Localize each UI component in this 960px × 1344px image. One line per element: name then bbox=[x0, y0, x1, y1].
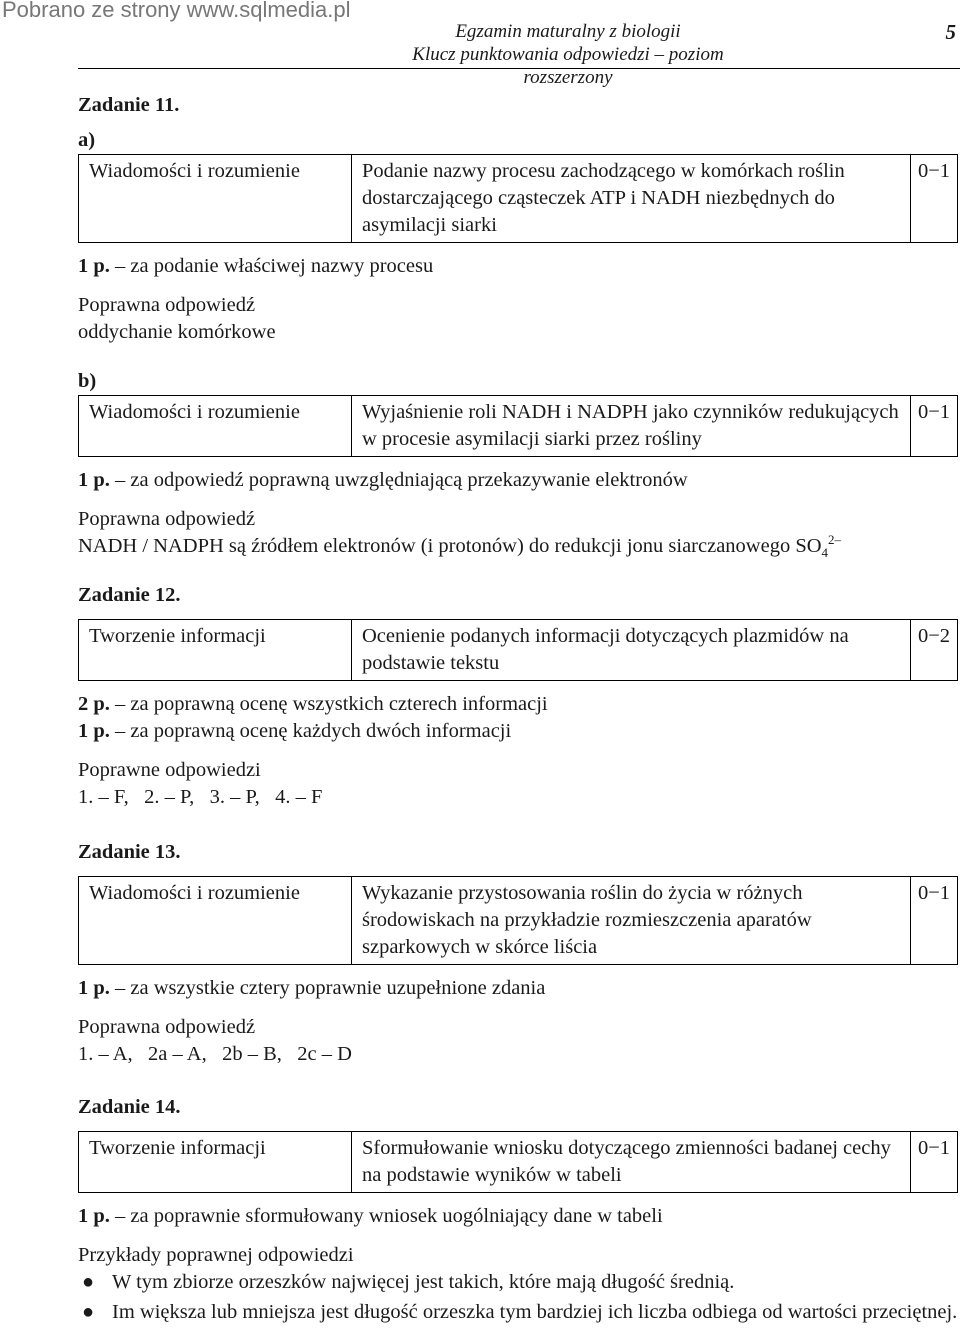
task-11b-criteria-table bbox=[78, 395, 958, 457]
answer-label: Przykłady poprawnej odpowiedzi bbox=[78, 1244, 354, 1266]
answer-text: 1. – A, 2a – A, 2b – B, 2c – D bbox=[78, 1043, 352, 1065]
points-range: 0−1 bbox=[911, 396, 958, 457]
scoring-rule bbox=[78, 691, 958, 718]
scoring-rule bbox=[78, 718, 958, 745]
task-13-criteria-table bbox=[78, 876, 958, 965]
answer-text: oddychanie komórkowe bbox=[78, 321, 276, 343]
points-description: – za poprawnie sformułowany wniosek uogólniający dane w tabeli bbox=[109, 1205, 663, 1227]
table-row bbox=[79, 877, 958, 965]
scoring-rule bbox=[78, 975, 958, 1002]
points-range: 0−1 bbox=[911, 877, 958, 965]
bullet-icon: ● bbox=[82, 1271, 95, 1293]
scoring-rule bbox=[78, 1203, 958, 1230]
requirement: Sformułowanie wniosku dotyczącego zmienności badanej cechy na podstawie wyników w tabeli bbox=[352, 1132, 911, 1193]
points-range: 0−1 bbox=[911, 1132, 958, 1193]
skill-area: Tworzenie informacji bbox=[79, 1132, 352, 1193]
task-12-heading: Zadanie 12. bbox=[78, 584, 181, 606]
task-14-heading: Zadanie 14. bbox=[78, 1096, 181, 1118]
requirement: Wykazanie przystosowania roślin do życia w różnych środowiskach na przykładzie rozmieszczenia aparatów szparkowych w skórce liścia bbox=[352, 877, 911, 965]
answer-key-content bbox=[78, 84, 958, 1329]
points-description: – za poprawną ocenę wszystkich czterech informacji bbox=[109, 693, 548, 715]
task-11a-label: a) bbox=[78, 129, 96, 151]
header-title: Egzamin maturalny z biologii bbox=[455, 21, 681, 42]
table-row bbox=[79, 620, 958, 681]
page-header bbox=[78, 16, 960, 88]
watermark: Pobrano ze strony www.sqlmedia.pl bbox=[2, 0, 351, 22]
answer-text: 1. – F, 2. – P, 3. – P, 4. – F bbox=[78, 786, 323, 808]
answer-label: Poprawne odpowiedzi bbox=[78, 759, 261, 781]
points-description: – za odpowiedź poprawną uwzględniającą przekazywanie elektronów bbox=[109, 469, 688, 491]
points-value: 1 p. bbox=[78, 720, 110, 742]
points-description: – za poprawną ocenę każdych dwóch informacji bbox=[109, 720, 512, 742]
list-item bbox=[82, 1269, 958, 1296]
example-answers-list bbox=[78, 1269, 958, 1326]
task-11b-label: b) bbox=[78, 370, 97, 392]
answer-text bbox=[78, 533, 958, 560]
requirement: Ocenienie podanych informacji dotyczących plazmidów na podstawie tekstu bbox=[352, 620, 911, 681]
points-range: 0−2 bbox=[911, 620, 958, 681]
bullet-icon: ● bbox=[82, 1301, 95, 1323]
points-value: 1 p. bbox=[78, 255, 110, 277]
points-description: – za podanie właściwej nazwy procesu bbox=[109, 255, 434, 277]
list-item bbox=[82, 1299, 958, 1326]
task-13-heading: Zadanie 13. bbox=[78, 841, 181, 863]
task-11-heading: Zadanie 11. bbox=[78, 94, 180, 116]
points-description: – za wszystkie cztery poprawnie uzupełnione zdania bbox=[109, 977, 546, 999]
answer-main: NADH / NADPH są źródłem elektronów (i protonów) do redukcji jonu siarczanowego SO bbox=[78, 535, 822, 557]
requirement: Wyjaśnienie roli NADH i NADPH jako czynników redukujących w procesie asymilacji siarki przez rośliny bbox=[352, 396, 911, 457]
example-text: W tym zbiorze orzeszków najwięcej jest takich, które mają długość średnią. bbox=[112, 1271, 735, 1293]
skill-area: Wiadomości i rozumienie bbox=[79, 155, 352, 243]
points-value: 2 p. bbox=[78, 693, 110, 715]
table-row bbox=[79, 396, 958, 457]
task-11a-criteria-table bbox=[78, 154, 958, 243]
answer-subscript: 4 bbox=[821, 545, 829, 561]
answer-label: Poprawna odpowiedź bbox=[78, 508, 256, 530]
skill-area: Tworzenie informacji bbox=[79, 620, 352, 681]
answer-superscript: 2– bbox=[828, 532, 842, 548]
answer-label: Poprawna odpowiedź bbox=[78, 294, 256, 316]
header-subtitle: Klucz punktowania odpowiedzi – poziom rozszerzony bbox=[412, 44, 724, 88]
requirement: Podanie nazwy procesu zachodzącego w komórkach roślin dostarczającego cząsteczek ATP i NADH niezbędnych do asymilacji siarki bbox=[352, 155, 911, 243]
page-number: 5 bbox=[945, 20, 956, 44]
header-title-block bbox=[398, 20, 738, 89]
task-14-criteria-table bbox=[78, 1131, 958, 1193]
task-12-criteria-table bbox=[78, 619, 958, 681]
scoring-rule bbox=[78, 467, 958, 494]
points-value: 1 p. bbox=[78, 1205, 110, 1227]
table-row bbox=[79, 155, 958, 243]
example-text: Im większa lub mniejsza jest długość orzeszka tym bardziej ich liczba odbiega od wartości przeciętnej. bbox=[112, 1301, 958, 1323]
skill-area: Wiadomości i rozumienie bbox=[79, 877, 352, 965]
scoring-rule bbox=[78, 253, 958, 280]
points-range: 0−1 bbox=[911, 155, 958, 243]
points-value: 1 p. bbox=[78, 469, 110, 491]
skill-area: Wiadomości i rozumienie bbox=[79, 396, 352, 457]
answer-label: Poprawna odpowiedź bbox=[78, 1016, 256, 1038]
points-value: 1 p. bbox=[78, 977, 110, 999]
table-row bbox=[79, 1132, 958, 1193]
